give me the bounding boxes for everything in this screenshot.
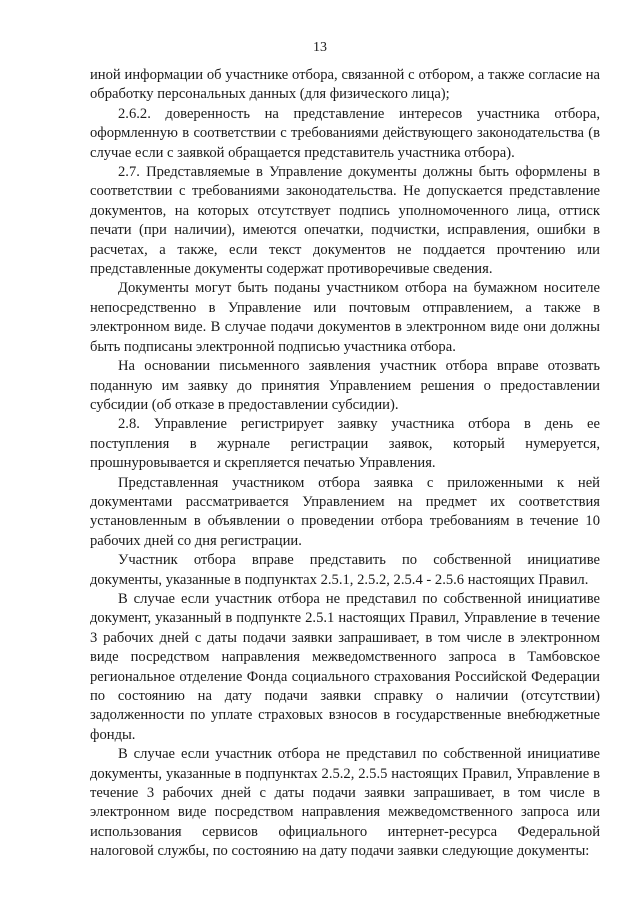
paragraph-10: В случае если участник отбора не представил по собственной инициативе документы, указанные в подпунктах 2.5.2, 2.5.5 настоящих Правил, Управление в течение 3 рабочих дней с даты подачи заявки запрашивает, в том числе в электронном виде посредством направления межведомственного запроса или использования сервисов официального интернет-ресурса Федеральной налоговой службы, по состоянию на дату подачи заявки следующие документы: — [90, 746, 600, 860]
paragraph-3: 2.7. Представляемые в Управление документы должны быть оформлены в соответствии с требованиями законодательства. Не допускается представление документов, на которых отсутствует подпись уполномоченного лица, оттиск печати (при наличии), имеются опечатки, подчистки, исправления, ошибки в расчетах, а также, если текст документов не поддается прочтению или представленные документы содержат противоречивые сведения. — [90, 164, 600, 278]
paragraph-1: иной информации об участнике отбора, связанной с отбором, а также согласие на обработку персональных данных (для физического лица); — [90, 67, 600, 103]
paragraph-6: 2.8. Управление регистрирует заявку участника отбора в день ее поступления в журнале регистрации заявок, который нумеруется, прошнуровывается и скрепляется печатью Управления. — [90, 416, 600, 472]
paragraph-4: Документы могут быть поданы участником отбора на бумажном носителе непосредственно в Управление или почтовым отправлением, а также в электронном виде. В случае подачи документов в электронном виде они должны быть подписаны электронной подписью участника отбора. — [90, 280, 600, 355]
paragraph-8: Участник отбора вправе представить по собственной инициативе документы, указанные в подпунктах 2.5.1, 2.5.2, 2.5.4 - 2.5.6 настоящих Правил. — [90, 552, 600, 588]
paragraph-5: На основании письменного заявления участник отбора вправе отозвать поданную им заявку до принятия Управлением решения о предоставлении субсидии (об отказе в предоставлении субсидии). — [90, 358, 600, 413]
paragraph-9: В случае если участник отбора не представил по собственной инициативе документ, указанный в подпункте 2.5.1 настоящих Правил, Управление в течение 3 рабочих дней с даты подачи заявки запрашивает, в том числе в электронном виде посредством направления межведомственного запроса в Тамбовское региональное отделение Фонда социального страхования Российской Федерации по состоянию на дату подачи заявки справку о наличии (отсутствии) задолженности по уплате страховых взносов в государственные внебюджетные фонды. — [90, 590, 600, 743]
page-number: 13 — [313, 40, 327, 55]
paragraph-2: 2.6.2. доверенность на представление интересов участника отбора, оформленную в соответствии с требованиями действующего законодательства (в случае если с заявкой обращается представитель участника отбора). — [90, 105, 600, 161]
document-body — [90, 66, 600, 862]
paragraph-7: Представленная участником отбора заявка с приложенными к ней документами рассматривается Управлением на предмет их соответствия установленным в объявлении о проведении отбора требованиям в течение 10 рабочих дней со дня регистрации. — [90, 474, 600, 549]
